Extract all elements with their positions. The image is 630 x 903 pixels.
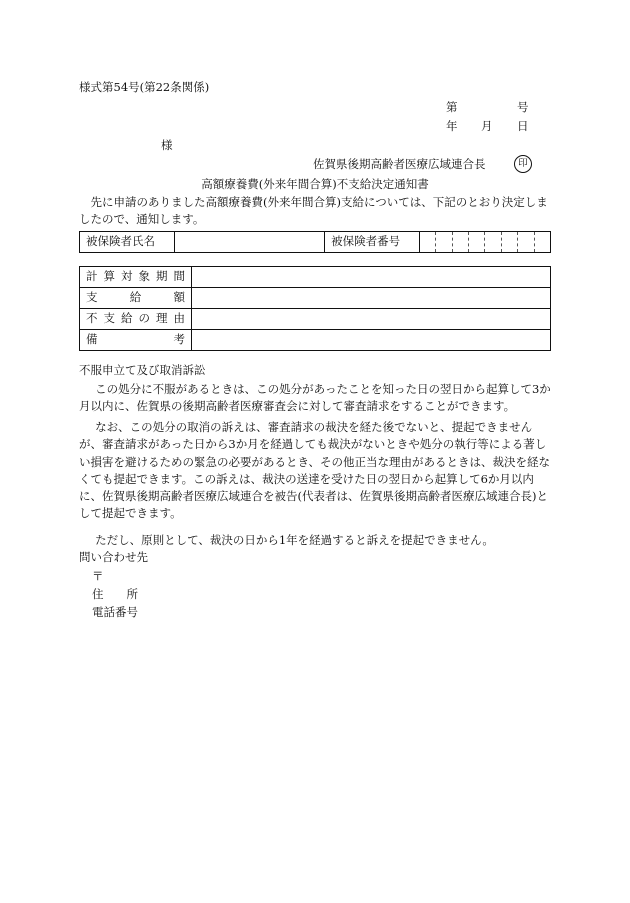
label-char: 算 bbox=[103, 269, 115, 284]
details-row-label bbox=[80, 288, 192, 309]
details-row bbox=[80, 330, 551, 351]
appeal-paragraph-3: ただし、原則として、裁決の日から1年を経過すると訴えを提起できません。 bbox=[95, 533, 494, 547]
details-row-value bbox=[192, 288, 551, 309]
document-number-suffix: 号 bbox=[517, 100, 529, 114]
address-label-char: 住 bbox=[92, 587, 104, 601]
details-row bbox=[80, 309, 551, 330]
form-number: 様式第54号(第22条関係) bbox=[79, 80, 210, 94]
details-table bbox=[79, 266, 551, 351]
label-char: 給 bbox=[121, 311, 133, 326]
digit-box bbox=[501, 232, 517, 252]
seal-mark: 印 bbox=[514, 155, 532, 173]
details-row bbox=[80, 288, 551, 309]
digit-box bbox=[517, 232, 533, 252]
intro-paragraph: 先に申請のありました高額療養費(外来年間合算)支給については、下記のとおり決定しましたので、通知します。 bbox=[79, 195, 548, 227]
label-char: 備 bbox=[86, 332, 98, 347]
label-char: 理 bbox=[156, 311, 168, 326]
label-char: 計 bbox=[86, 269, 98, 284]
address-label-char: 所 bbox=[126, 587, 138, 601]
insured-number-label: 被保険者番号 bbox=[325, 232, 420, 253]
label-char: 間 bbox=[173, 269, 185, 284]
postal-mark: 〒 bbox=[92, 569, 104, 583]
details-row-value bbox=[192, 309, 551, 330]
label-char: 由 bbox=[173, 311, 185, 326]
insured-name-label: 被保険者氏名 bbox=[80, 232, 175, 253]
label-char: 不 bbox=[86, 311, 98, 326]
details-row-label bbox=[80, 267, 192, 288]
addressee-suffix: 様 bbox=[161, 138, 173, 152]
label-char: 考 bbox=[173, 332, 185, 347]
details-row-label bbox=[80, 330, 192, 351]
document-title: 高額療養費(外来年間合算)不支給決定通知書 bbox=[201, 177, 429, 191]
insured-info-table bbox=[79, 231, 551, 253]
label-char: 象 bbox=[138, 269, 150, 284]
insured-number-digit-boxes bbox=[420, 232, 550, 252]
digit-box bbox=[484, 232, 500, 252]
label-char: 額 bbox=[173, 290, 185, 305]
label-char: 対 bbox=[121, 269, 133, 284]
appeal-paragraph-1: この処分に不服があるときは、この処分があったことを知った日の翌日から起算して3か月以内に、佐賀県の後期高齢者医療審査会に対して審査請求をすることができます。 bbox=[79, 382, 551, 414]
digit-box bbox=[420, 232, 435, 252]
issuer-name: 佐賀県後期高齢者医療広域連合長 bbox=[313, 157, 486, 171]
date-day: 日 bbox=[517, 119, 529, 133]
date-month: 月 bbox=[481, 119, 493, 133]
details-row-value bbox=[192, 267, 551, 288]
label-char: 期 bbox=[156, 269, 168, 284]
digit-box bbox=[468, 232, 484, 252]
label-char: 支 bbox=[86, 290, 98, 305]
digit-box bbox=[534, 232, 550, 252]
phone-label: 電話番号 bbox=[92, 605, 138, 619]
insured-name-value bbox=[174, 232, 325, 253]
digit-box bbox=[452, 232, 468, 252]
details-row-label bbox=[80, 309, 192, 330]
label-char: の bbox=[138, 311, 150, 326]
address-label bbox=[92, 586, 138, 603]
label-char: 支 bbox=[103, 311, 115, 326]
details-row bbox=[80, 267, 551, 288]
insured-number-value bbox=[419, 232, 550, 253]
appeal-paragraph-2: なお、この処分の取消の訴えは、審査請求の裁決を経た後でないと、提起できませんが、審査請求があった日から3か月を経過しても裁決がないときや処分の執行等による著しい損害を避けるための緊急の必要があるとき、その他正当な理由があるときは、裁決を経なくても提起できます。この訴えは、裁決の送達を受けた日の翌日から起算して6か月以内に、佐賀県後期高齢者医療広域連合を被告(代表者は、佐賀県後期高齢者医療広域連合長)として提起できます。 bbox=[79, 420, 551, 521]
date-year: 年 bbox=[446, 119, 458, 133]
document-number-prefix: 第 bbox=[446, 100, 458, 114]
digit-box bbox=[435, 232, 451, 252]
appeal-heading: 不服申立て及び取消訴訟 bbox=[79, 363, 206, 377]
inquiry-heading: 問い合わせ先 bbox=[79, 550, 148, 564]
label-char: 給 bbox=[129, 290, 142, 305]
details-row-value bbox=[192, 330, 551, 351]
